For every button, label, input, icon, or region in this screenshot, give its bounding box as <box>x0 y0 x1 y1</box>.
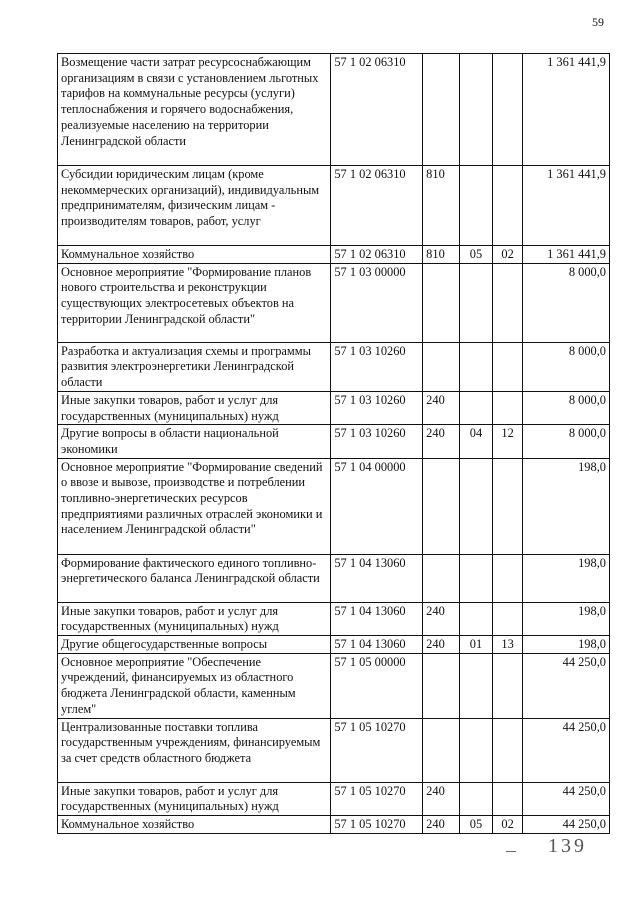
row-subsection <box>492 263 523 342</box>
row-amount: 198,0 <box>523 458 610 554</box>
row-name: Основное мероприятие "Формирование сведений о ввозе и вывозе, производстве и потреблении топливно-энергетических ресурсов предприятиями различных отраслей экономики и населением Ленинградской области" <box>58 458 331 554</box>
row-section <box>460 782 493 815</box>
row-code: 57 1 03 10260 <box>331 342 423 391</box>
page-number: 59 <box>592 15 604 29</box>
row-section: 01 <box>460 636 493 654</box>
table-row <box>58 815 610 833</box>
row-code: 57 1 02 06310 <box>331 246 423 264</box>
table-row <box>58 246 610 264</box>
row-name: Иные закупки товаров, работ и услуг для государственных (муниципальных) нужд <box>58 391 331 424</box>
row-amount: 8 000,0 <box>523 342 610 391</box>
row-amount: 198,0 <box>523 554 610 602</box>
row-expense-type <box>423 54 460 166</box>
row-section <box>460 166 493 246</box>
row-name: Основное мероприятие "Обеспечение учреждений, финансируемых из областного бюджета Ленинградской области, каменным углем" <box>58 653 331 718</box>
row-code: 57 1 04 13060 <box>331 602 423 635</box>
row-expense-type: 810 <box>423 246 460 264</box>
row-amount: 198,0 <box>523 602 610 635</box>
table-row <box>58 391 610 424</box>
row-expense-type: 240 <box>423 636 460 654</box>
row-expense-type: 240 <box>423 391 460 424</box>
row-expense-type <box>423 263 460 342</box>
row-subsection <box>492 342 523 391</box>
row-code: 57 1 04 13060 <box>331 636 423 654</box>
row-subsection <box>492 653 523 718</box>
row-name: Основное мероприятие "Формирование планов нового строительства и реконструкции существующих электросетевых объектов на территории Ленинградской области" <box>58 263 331 342</box>
row-expense-type <box>423 718 460 782</box>
row-expense-type <box>423 458 460 554</box>
row-name: Иные закупки товаров, работ и услуг для государственных (муниципальных) нужд <box>58 602 331 635</box>
row-amount: 8 000,0 <box>523 391 610 424</box>
footer-dash <box>506 851 516 852</box>
row-amount: 1 361 441,9 <box>523 54 610 166</box>
table-row <box>58 425 610 458</box>
row-section <box>460 54 493 166</box>
row-amount: 44 250,0 <box>523 815 610 833</box>
row-subsection <box>492 554 523 602</box>
table-row <box>58 636 610 654</box>
row-subsection <box>492 458 523 554</box>
row-subsection <box>492 166 523 246</box>
row-code: 57 1 05 10270 <box>331 718 423 782</box>
row-name: Централизованные поставки топлива государственным учреждениям, финансируемым за счет средств областного бюджета <box>58 718 331 782</box>
row-subsection: 12 <box>492 425 523 458</box>
row-expense-type <box>423 653 460 718</box>
table-row <box>58 54 610 166</box>
row-code: 57 1 04 13060 <box>331 554 423 602</box>
row-code: 57 1 02 06310 <box>331 166 423 246</box>
row-subsection <box>492 391 523 424</box>
row-section: 05 <box>460 815 493 833</box>
row-amount: 44 250,0 <box>523 718 610 782</box>
row-name: Разработка и актуализация схемы и программы развития электроэнергетики Ленинградской области <box>58 342 331 391</box>
row-code: 57 1 03 00000 <box>331 263 423 342</box>
row-name: Иные закупки товаров, работ и услуг для государственных (муниципальных) нужд <box>58 782 331 815</box>
row-expense-type: 240 <box>423 815 460 833</box>
row-amount: 44 250,0 <box>523 782 610 815</box>
budget-table-body <box>58 54 610 834</box>
budget-table <box>57 53 610 834</box>
row-section <box>460 458 493 554</box>
row-expense-type <box>423 554 460 602</box>
table-row <box>58 263 610 342</box>
row-name: Другие общегосударственные вопросы <box>58 636 331 654</box>
row-name: Коммунальное хозяйство <box>58 246 331 264</box>
row-code: 57 1 05 00000 <box>331 653 423 718</box>
row-amount: 44 250,0 <box>523 653 610 718</box>
row-expense-type: 240 <box>423 425 460 458</box>
row-section <box>460 263 493 342</box>
row-code: 57 1 05 10270 <box>331 782 423 815</box>
table-row <box>58 602 610 635</box>
row-section: 04 <box>460 425 493 458</box>
row-section <box>460 718 493 782</box>
row-subsection: 02 <box>492 815 523 833</box>
table-row <box>58 166 610 246</box>
row-name: Возмещение части затрат ресурсоснабжающим организациям в связи с установлением льготных тарифов на коммунальные ресурсы (услуги) теплоснабжения и горячего водоснабжения, реализуемые населению на территории Ленинградской области <box>58 54 331 166</box>
table-row <box>58 782 610 815</box>
row-section: 05 <box>460 246 493 264</box>
table-row <box>58 342 610 391</box>
row-expense-type: 240 <box>423 782 460 815</box>
row-amount: 1 361 441,9 <box>523 166 610 246</box>
row-section <box>460 391 493 424</box>
row-subsection <box>492 782 523 815</box>
row-section <box>460 554 493 602</box>
row-code: 57 1 04 00000 <box>331 458 423 554</box>
row-subsection: 13 <box>492 636 523 654</box>
row-amount: 8 000,0 <box>523 425 610 458</box>
table-row <box>58 718 610 782</box>
row-subsection: 02 <box>492 246 523 264</box>
row-section <box>460 342 493 391</box>
row-code: 57 1 02 06310 <box>331 54 423 166</box>
row-section <box>460 602 493 635</box>
stamped-sheet-number: 139 <box>548 835 587 857</box>
row-subsection <box>492 602 523 635</box>
row-amount: 8 000,0 <box>523 263 610 342</box>
row-amount: 198,0 <box>523 636 610 654</box>
row-code: 57 1 05 10270 <box>331 815 423 833</box>
row-expense-type <box>423 342 460 391</box>
table-row <box>58 458 610 554</box>
row-expense-type: 810 <box>423 166 460 246</box>
row-code: 57 1 03 10260 <box>331 391 423 424</box>
row-subsection <box>492 718 523 782</box>
row-amount: 1 361 441,9 <box>523 246 610 264</box>
row-name: Формирование фактического единого топливно-энергетического баланса Ленинградской области <box>58 554 331 602</box>
table-row <box>58 554 610 602</box>
row-name: Другие вопросы в области национальной экономики <box>58 425 331 458</box>
row-name: Субсидии юридическим лицам (кроме некоммерческих организаций), индивидуальным предпринимателям, физическим лицам - производителям товаров, работ, услуг <box>58 166 331 246</box>
row-code: 57 1 03 10260 <box>331 425 423 458</box>
row-subsection <box>492 54 523 166</box>
row-expense-type: 240 <box>423 602 460 635</box>
row-section <box>460 653 493 718</box>
table-row <box>58 653 610 718</box>
row-name: Коммунальное хозяйство <box>58 815 331 833</box>
